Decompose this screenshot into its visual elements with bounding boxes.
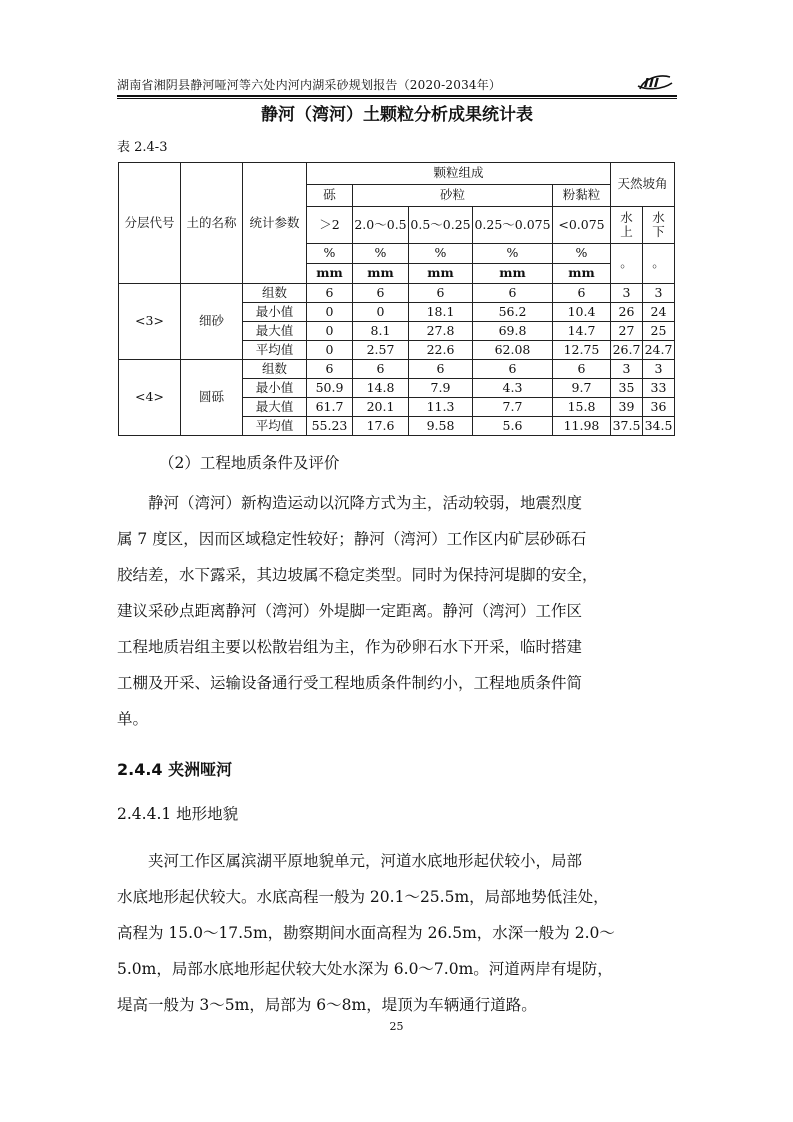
- header-range: 0.25～0.075: [473, 207, 553, 244]
- soil-name: 圆砾: [181, 360, 243, 436]
- table-cell: 62.08: [473, 341, 553, 360]
- table-cell: 22.6: [409, 341, 473, 360]
- table-cell: 15.8: [553, 398, 611, 417]
- soil-name: 细砂: [181, 284, 243, 360]
- layer-code: <3>: [119, 284, 181, 360]
- table-cell: 4.3: [473, 379, 553, 398]
- section-heading: （2）工程地质条件及评价: [159, 454, 340, 472]
- table-cell: 6: [353, 284, 409, 303]
- table-cell: 56.2: [473, 303, 553, 322]
- table-cell: 36: [643, 398, 675, 417]
- unit-percent: %: [307, 244, 353, 264]
- unit-mm: mm: [307, 264, 353, 284]
- stat-param: 组数: [243, 284, 307, 303]
- table-cell: 12.75: [553, 341, 611, 360]
- table-cell: 26.7: [611, 341, 643, 360]
- stat-param: 组数: [243, 360, 307, 379]
- header-layer-code: 分层代号: [119, 163, 181, 284]
- table-cell: 9.7: [553, 379, 611, 398]
- table-cell: 50.9: [307, 379, 353, 398]
- header-gravel: 砾: [307, 185, 353, 207]
- unit-mm: mm: [409, 264, 473, 284]
- unit-mm: mm: [553, 264, 611, 284]
- table-cell: 25: [643, 322, 675, 341]
- table-cell: 0: [353, 303, 409, 322]
- paragraph-geology: [117, 485, 677, 737]
- table-cell: 3: [611, 284, 643, 303]
- unit-percent: %: [353, 244, 409, 264]
- header-above-water: 水上: [611, 207, 643, 244]
- table-cell: 55.23: [307, 417, 353, 436]
- header-stat-param: 统计参数: [243, 163, 307, 284]
- table-cell: 6: [473, 284, 553, 303]
- paragraph-line: 建议采砂点距离静河（湾河）外堤脚一定距离。静河（湾河）工作区: [117, 602, 583, 620]
- table-cell: 6: [473, 360, 553, 379]
- table-cell: 6: [409, 360, 473, 379]
- table-cell: 7.7: [473, 398, 553, 417]
- header-divider-thin: [117, 98, 677, 99]
- table-cell: 6: [553, 284, 611, 303]
- page-number: 25: [389, 1020, 404, 1033]
- table-cell: 5.6: [473, 417, 553, 436]
- unit-mm: mm: [353, 264, 409, 284]
- unit-percent: %: [409, 244, 473, 264]
- header-divider: [117, 95, 677, 97]
- stat-param: 最大值: [243, 322, 307, 341]
- stat-param: 平均值: [243, 417, 307, 436]
- table-cell: 6: [553, 360, 611, 379]
- table-cell: 37.5: [611, 417, 643, 436]
- table-cell: 24.7: [643, 341, 675, 360]
- paragraph-line: 堤高一般为 3～5m，局部为 6～8m，堤顶为车辆通行道路。: [117, 996, 537, 1014]
- unit-mm: mm: [473, 264, 553, 284]
- header-sand: 砂粒: [353, 185, 553, 207]
- section-title: 2.4.4 夹洲哑河: [117, 760, 233, 779]
- table-cell: 6: [307, 284, 353, 303]
- paragraph-line: 工棚及开采、运输设备通行受工程地质条件制约小，工程地质条件简: [117, 674, 583, 692]
- layer-code: <4>: [119, 360, 181, 436]
- stat-param: 平均值: [243, 341, 307, 360]
- header-range: 0.5～0.25: [409, 207, 473, 244]
- table-cell: 18.1: [409, 303, 473, 322]
- stat-param: 最大值: [243, 398, 307, 417]
- table-cell: 14.7: [553, 322, 611, 341]
- header-soil-name: 土的名称: [181, 163, 243, 284]
- table-cell: 33: [643, 379, 675, 398]
- header-range: <0.075: [553, 207, 611, 244]
- paragraph-line: 属 7 度区，因而区域稳定性较好；静河（湾河）工作区内矿层砂砾石: [117, 530, 587, 548]
- paragraph-line: 胶结差，水下露采，其边坡属不稳定类型。同时为保持河堤脚的安全，: [117, 566, 598, 584]
- unit-percent: %: [473, 244, 553, 264]
- header-below-water: 水下: [643, 207, 675, 244]
- header-natural-slope: 天然坡角: [611, 163, 675, 207]
- table-cell: 11.98: [553, 417, 611, 436]
- table-cell: 0: [307, 322, 353, 341]
- table-cell: 17.6: [353, 417, 409, 436]
- table-cell: 26: [611, 303, 643, 322]
- stat-param: 最小值: [243, 379, 307, 398]
- table-title: 静河（湾河）土颗粒分析成果统计表: [261, 105, 533, 125]
- table-cell: 0: [307, 303, 353, 322]
- table-cell: 11.3: [409, 398, 473, 417]
- table-cell: 24: [643, 303, 675, 322]
- table-cell: 3: [611, 360, 643, 379]
- table-cell: 27.8: [409, 322, 473, 341]
- table-number: 表 2.4-3: [117, 140, 168, 155]
- table-cell: 39: [611, 398, 643, 417]
- paragraph-topography: [117, 843, 677, 1023]
- table-cell: 20.1: [353, 398, 409, 417]
- grain-analysis-table: [118, 162, 675, 436]
- paragraph-line: 高程为 15.0～17.5m，勘察期间水面高程为 26.5m，水深一般为 2.0～: [117, 924, 615, 942]
- header-grain-composition: 颗粒组成: [307, 163, 611, 185]
- paragraph-line: 静河（湾河）新构造运动以沉降方式为主，活动较弱，地震烈度: [148, 494, 583, 512]
- table-cell: 14.8: [353, 379, 409, 398]
- table-cell: 27: [611, 322, 643, 341]
- paragraph-line: 5.0m，局部水底地形起伏较大处水深为 6.0～7.0m。河道两岸有堤防，: [117, 960, 613, 978]
- header-silt-clay: 粉黏粒: [553, 185, 611, 207]
- company-logo-icon: [634, 72, 674, 92]
- paragraph-line: 夹河工作区属滨湖平原地貌单元，河道水底地形起伏较小，局部: [148, 852, 583, 870]
- document-header-title: 湖南省湘阴县静河哑河等六处内河内湖采砂规划报告（2020-2034年）: [117, 78, 502, 92]
- unit-degree: 。: [643, 244, 675, 284]
- table-cell: 0: [307, 341, 353, 360]
- table-cell: 2.57: [353, 341, 409, 360]
- paragraph-line: 单。: [117, 710, 149, 728]
- subsection-title: 2.4.4.1 地形地貌: [117, 805, 239, 823]
- table-cell: 3: [643, 360, 675, 379]
- paragraph-line: 水底地形起伏较大。水底高程一般为 20.1～25.5m，局部地势低洼处，: [117, 888, 609, 906]
- table-cell: 6: [307, 360, 353, 379]
- table-cell: 69.8: [473, 322, 553, 341]
- table-cell: 34.5: [643, 417, 675, 436]
- header-range: ＞2: [307, 207, 353, 244]
- stat-param: 最小值: [243, 303, 307, 322]
- table-cell: 9.58: [409, 417, 473, 436]
- table-cell: 7.9: [409, 379, 473, 398]
- table-cell: 61.7: [307, 398, 353, 417]
- unit-degree: 。: [611, 244, 643, 284]
- table-cell: 6: [409, 284, 473, 303]
- table-cell: 6: [353, 360, 409, 379]
- unit-percent: %: [553, 244, 611, 264]
- table-cell: 35: [611, 379, 643, 398]
- table-cell: 3: [643, 284, 675, 303]
- header-range: 2.0～0.5: [353, 207, 409, 244]
- table-cell: 10.4: [553, 303, 611, 322]
- table-cell: 8.1: [353, 322, 409, 341]
- paragraph-line: 工程地质岩组主要以松散岩组为主，作为砂卵石水下开采，临时搭建: [117, 638, 583, 656]
